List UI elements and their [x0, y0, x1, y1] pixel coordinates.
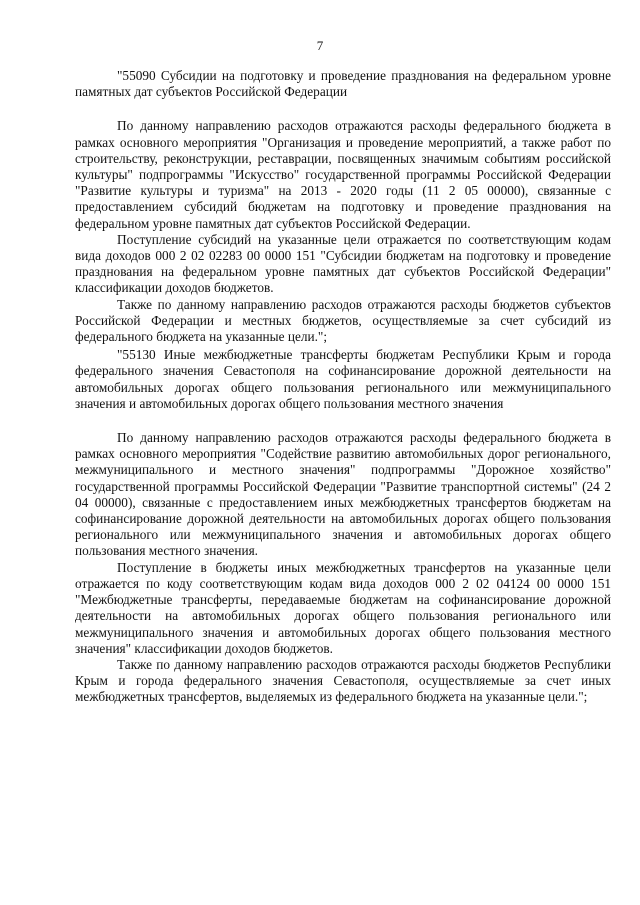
paragraph: По данному направлению расходов отражаются расходы федерального бюджета в рамках основного мероприятия "Организация и проведение мероприятий, а также работ по строительству, реконструкции, реставрации, посвященных значимым событиям российской культуры" подпрограммы "Искусство" государственной программы Российской Федерации "Развитие культуры и туризма" на 2013 - 2020 годы (11 2 05 00000), связанные с предоставлением субсидий бюджетам на подготовку и проведение празднования на федеральном уровне памятных дат субъектов Российской Федерации.	[75, 118, 611, 231]
paragraph: Также по данному направлению расходов отражаются расходы бюджетов субъектов Российской Федерации и местных бюджетов, осуществляемые за счет субсидий из федерального бюджета на указанные цели.";	[75, 296, 611, 345]
spacer	[75, 100, 611, 118]
paragraph: Также по данному направлению расходов отражаются расходы бюджетов Республики Крым и города федерального значения Севастополя, осуществляемые за счет иных межбюджетных трансфертов, выделяемых из федерального бюджета на указанные цели.";	[75, 656, 611, 705]
page-number: 7	[316, 38, 324, 53]
document-body	[75, 68, 611, 706]
paragraph: Поступление в бюджеты иных межбюджетных трансфертов на указанные цели отражается по коду соответствующим кодам вида доходов 000 2 02 04124 00 0000 151 "Межбюджетные трансферты, передаваемые бюджетам на софинансирование дорожной деятельности на автомобильных дорогах общего пользования регионального или межмуниципального значения и автомобильных дорогах общего пользования местного значения" классификации доходов бюджетов.	[75, 559, 611, 656]
paragraph: Поступление субсидий на указанные цели отражается по соответствующим кодам вида доходов 000 2 02 02283 00 0000 151 "Субсидии бюджетам на подготовку и проведение празднования на федеральном уровне памятных дат субъектов Российской Федерации" классификации доходов бюджетов.	[75, 231, 611, 296]
section-heading-55090: "55090 Субсидии на подготовку и проведение празднования на федеральном уровне памятных дат субъектов Российской Федерации	[75, 68, 611, 100]
paragraph: По данному направлению расходов отражаются расходы федерального бюджета в рамках основного мероприятия "Содействие развитию автомобильных дорог регионального, межмуниципального и местного значения" подпрограммы "Дорожное хозяйство" государственной программы Российской Федерации "Развитие транспортной системы" (24 2 04 00000), связанные с предоставлением иных межбюджетных трансфертов бюджетам на софинансирование дорожной деятельности на автомобильных дорогах общего пользования регионального или межмуниципального значения и автомобильных дорогах общего пользования местного значения.	[75, 430, 611, 559]
section-heading-55130: "55130 Иные межбюджетные трансферты бюджетам Республики Крым и города федерального значения Севастополя на софинансирование дорожной деятельности на автомобильных дорогах общего пользования регионального или межмуниципального значения и автомобильных дорогах общего пользования местного значения	[75, 347, 611, 411]
spacer	[75, 412, 611, 430]
